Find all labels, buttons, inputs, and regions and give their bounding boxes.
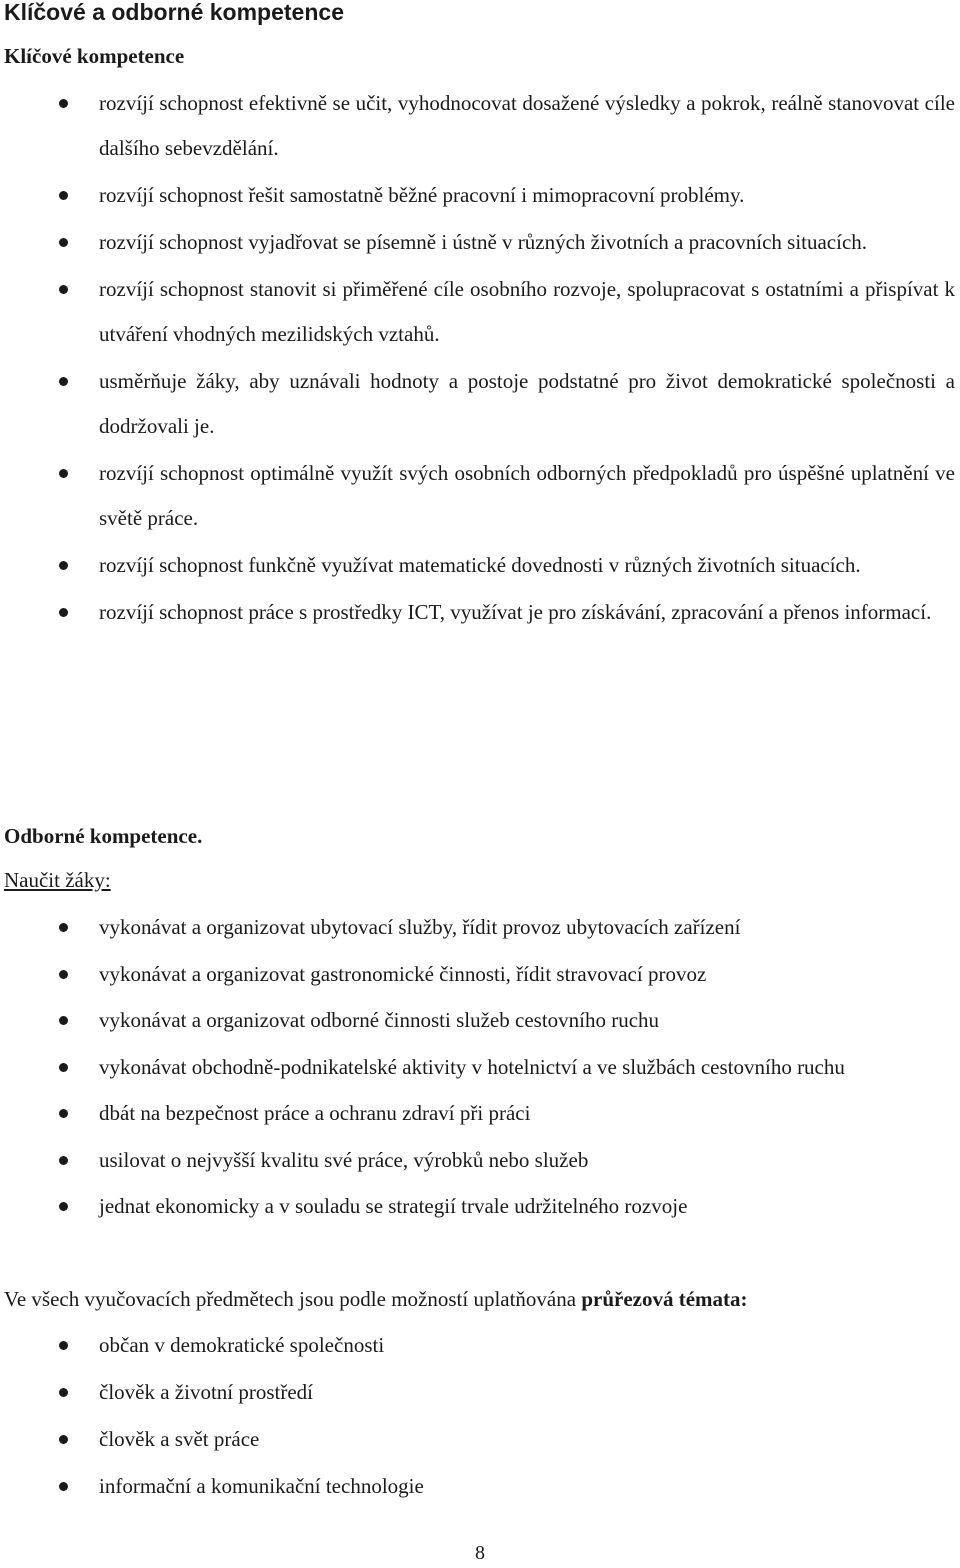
list-item: vykonávat obchodně-podnikatelské aktivity v hotelnictví a ve službách cestovního ruchu [0, 1045, 955, 1089]
list-item: rozvíjí schopnost optimálně využít svých osobních odborných předpokladů pro úspěšné uplatnění ve světě práce. [0, 451, 955, 541]
list-item: rozvíjí schopnost efektivně se učit, vyhodnocovat dosažené výsledky a pokrok, reálně stanovovat cíle dalšího sebevzdělání. [0, 81, 955, 171]
cross-topics-label: průřezová témata: [581, 1287, 748, 1311]
list-item: rozvíjí schopnost funkčně využívat matematické dovednosti v různých životních situacích. [0, 543, 955, 588]
cross-topics-intro-text: Ve všech vyučovacích předmětech jsou podle možností uplatňována [4, 1287, 582, 1311]
page-title: Klíčové a odborné kompetence [4, 0, 344, 25]
list-item: občan v demokratické společnosti [0, 1322, 955, 1369]
list-item: usilovat o nejvyšší kvalitu své práce, výrobků nebo služeb [0, 1138, 955, 1182]
list-item: člověk a životní prostředí [0, 1369, 955, 1416]
list-item: informační a komunikační technologie [0, 1463, 955, 1510]
list-item: rozvíjí schopnost řešit samostatně běžné pracovní i mimopracovní problémy. [0, 173, 955, 218]
page-number: 8 [475, 1542, 485, 1564]
cross-topics-list [0, 1322, 955, 1510]
list-item: vykonávat a organizovat ubytovací služby, řídit provoz ubytovacích zařízení [0, 905, 955, 949]
list-item: člověk a svět práce [0, 1416, 955, 1463]
cross-topics-intro [4, 1283, 748, 1315]
list-item: dbát na bezpečnost práce a ochranu zdraví při práci [0, 1091, 955, 1135]
list-item: jednat ekonomicky a v souladu se strategií trvale udržitelného rozvoje [0, 1184, 955, 1228]
professional-competences-heading: Odborné kompetence. [4, 824, 203, 848]
key-competences-list [0, 81, 955, 637]
professional-competences-intro: Naučit žáky: [4, 868, 111, 892]
professional-competences-list [0, 905, 955, 1231]
list-item: vykonávat a organizovat gastronomické činnosti, řídit stravovací provoz [0, 952, 955, 996]
list-item: rozvíjí schopnost vyjadřovat se písemně i ústně v různých životních a pracovních situacích. [0, 220, 955, 265]
list-item: vykonávat a organizovat odborné činnosti služeb cestovního ruchu [0, 998, 955, 1042]
list-item: rozvíjí schopnost práce s prostředky ICT, využívat je pro získávání, zpracování a přenos informací. [0, 590, 955, 635]
list-item: rozvíjí schopnost stanovit si přiměřené cíle osobního rozvoje, spolupracovat s ostatními a přispívat k utváření vhodných mezilidských vztahů. [0, 267, 955, 357]
list-item: usměrňuje žáky, aby uznávali hodnoty a postoje podstatné pro život demokratické společnosti a dodržovali je. [0, 359, 955, 449]
key-competences-heading: Klíčové kompetence [4, 44, 185, 68]
